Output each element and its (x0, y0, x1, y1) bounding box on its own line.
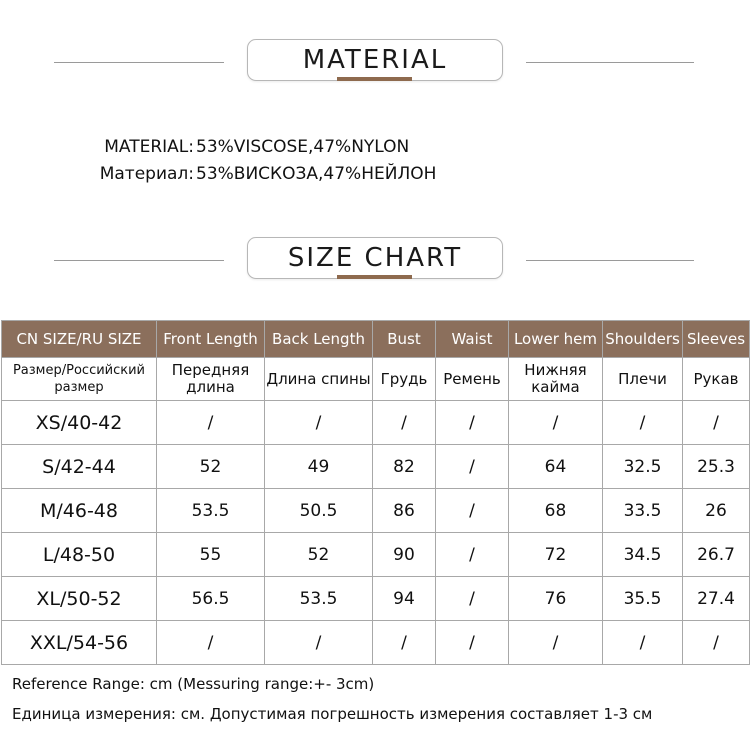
measurement-cell: 86 (373, 489, 436, 533)
table-row (2, 577, 750, 621)
measurement-cell: / (509, 401, 603, 445)
divider-line-right (526, 62, 694, 63)
size-chart-table (1, 320, 750, 665)
ru-header-cell: Грудь (373, 358, 436, 401)
measurement-cell: / (683, 401, 750, 445)
measurement-cell: / (436, 577, 509, 621)
measurement-cell: / (157, 401, 265, 445)
measurement-cell: 33.5 (603, 489, 683, 533)
material-ru-value: 53%ВИСКОЗА,47%НЕЙЛОН (196, 164, 437, 184)
material-en-label: MATERIAL: (104, 137, 194, 157)
measurement-cell: / (157, 621, 265, 665)
table-row (2, 621, 750, 665)
measurement-cell: 56.5 (157, 577, 265, 621)
measurement-cell: 26.7 (683, 533, 750, 577)
header-cell: Back Length (265, 321, 373, 358)
material-title: MATERIAL (247, 39, 503, 81)
measurement-cell: 26 (683, 489, 750, 533)
material-ru-row (90, 160, 436, 188)
material-en-value: 53%VISCOSE,47%NYLON (196, 137, 410, 157)
size-chart-title: SIZE CHART (247, 237, 503, 279)
header-cell: Front Length (157, 321, 265, 358)
header-cell: Sleeves (683, 321, 750, 358)
measurement-cell: / (436, 621, 509, 665)
header-cell: Lower hem (509, 321, 603, 358)
measurement-cell: 53.5 (157, 489, 265, 533)
measurement-cell: 52 (157, 445, 265, 489)
material-en-row (90, 133, 409, 161)
accent-bar (337, 77, 412, 81)
table-row (2, 489, 750, 533)
divider-line-left (54, 62, 224, 63)
measurement-cell: 52 (265, 533, 373, 577)
divider-line-right (526, 260, 694, 261)
measurement-cell: / (603, 621, 683, 665)
measurement-cell: / (683, 621, 750, 665)
measurement-cell: 94 (373, 577, 436, 621)
measurement-cell: / (436, 533, 509, 577)
measurement-cell: / (436, 489, 509, 533)
table-header-row (2, 321, 750, 358)
measurement-cell: 64 (509, 445, 603, 489)
header-cell: Bust (373, 321, 436, 358)
measurement-cell: / (436, 401, 509, 445)
measurement-cell: 34.5 (603, 533, 683, 577)
measurement-cell: 50.5 (265, 489, 373, 533)
measurement-cell: 49 (265, 445, 373, 489)
measurement-cell: 35.5 (603, 577, 683, 621)
size-cell: XXL/54-56 (2, 621, 157, 665)
divider-line-left (54, 260, 224, 261)
measurement-cell: / (603, 401, 683, 445)
measurement-cell: 25.3 (683, 445, 750, 489)
material-ru-label: Материал: (99, 164, 194, 184)
measurement-cell: / (373, 401, 436, 445)
table-ru-header-row (2, 358, 750, 401)
size-cell: M/46-48 (2, 489, 157, 533)
size-cell: L/48-50 (2, 533, 157, 577)
header-cell: Waist (436, 321, 509, 358)
accent-bar (337, 275, 412, 279)
ru-header-cell: Рукав (683, 358, 750, 401)
measurement-cell: 68 (509, 489, 603, 533)
measurement-cell: 32.5 (603, 445, 683, 489)
measurement-cell: / (509, 621, 603, 665)
measurement-cell: / (373, 621, 436, 665)
ru-header-cell: Размер/Российский размер (2, 358, 157, 401)
measurement-cell: / (265, 401, 373, 445)
header-cell: CN SIZE/RU SIZE (2, 321, 157, 358)
ru-header-cell: Передняя длина (157, 358, 265, 401)
size-cell: XS/40-42 (2, 401, 157, 445)
material-section-header (0, 39, 750, 87)
ru-header-cell: Ремень (436, 358, 509, 401)
measurement-cell: / (436, 445, 509, 489)
measurement-cell: 55 (157, 533, 265, 577)
measurement-cell: / (265, 621, 373, 665)
ru-header-cell: Длина спины (265, 358, 373, 401)
ru-header-cell: Нижняя кайма (509, 358, 603, 401)
ru-header-cell: Плечи (603, 358, 683, 401)
measurement-cell: 90 (373, 533, 436, 577)
size-cell: XL/50-52 (2, 577, 157, 621)
header-cell: Shoulders (603, 321, 683, 358)
size-chart-section-header (0, 237, 750, 285)
reference-note: Reference Range: cm (Messuring range:+- 3cm) (12, 675, 375, 693)
size-cell: S/42-44 (2, 445, 157, 489)
table-row (2, 401, 750, 445)
measurement-cell: 82 (373, 445, 436, 489)
measurement-cell: 53.5 (265, 577, 373, 621)
measurement-cell: 27.4 (683, 577, 750, 621)
reference-note-ru: Единица измерения: см. Допустимая погрешность измерения составляет 1-3 см (12, 705, 653, 723)
table-row (2, 533, 750, 577)
measurement-cell: 72 (509, 533, 603, 577)
table-row (2, 445, 750, 489)
measurement-cell: 76 (509, 577, 603, 621)
